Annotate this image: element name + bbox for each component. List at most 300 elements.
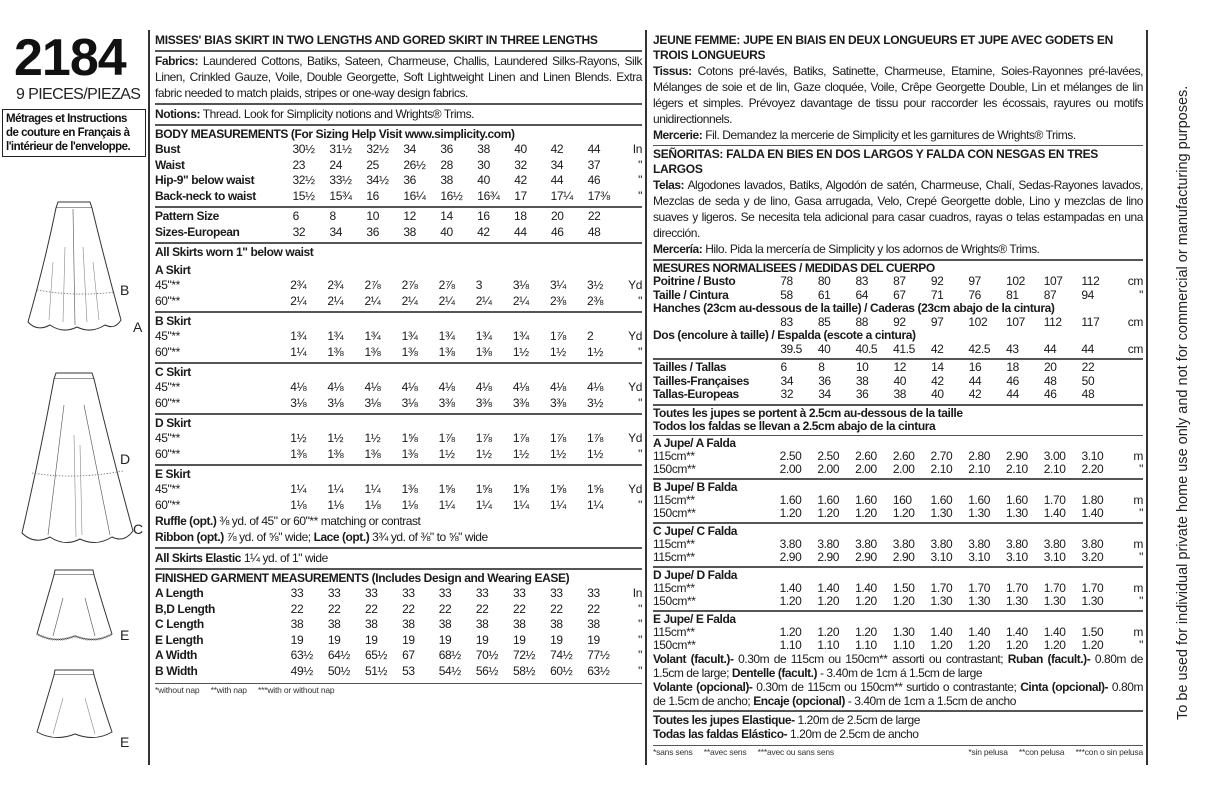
- table-row: [155, 173, 642, 189]
- row-label: 60"**: [155, 497, 180, 512]
- cell-value: 3.80: [968, 536, 991, 551]
- cell-value: 74½: [550, 648, 573, 662]
- column-divider-right: [1146, 30, 1148, 765]
- cell-value: 25: [366, 157, 379, 172]
- cell-value: 1⅜: [401, 446, 418, 461]
- table-row: [653, 316, 1143, 330]
- unit-label: ": [638, 395, 642, 410]
- unit-label: ": [1139, 549, 1143, 564]
- cell-value: 2¾: [327, 278, 344, 292]
- row-label: Taille / Cintura: [653, 287, 729, 302]
- cell-value: 1¼: [290, 344, 307, 359]
- table-row: [155, 380, 642, 396]
- cell-value: 44: [1006, 387, 1019, 401]
- view-letter-b: B: [120, 282, 130, 298]
- cell-value: 2: [587, 329, 594, 343]
- cell-value: 2¼: [364, 293, 381, 308]
- skirt-heading: B Skirt: [155, 314, 191, 328]
- yardage-tables: [155, 263, 642, 513]
- cell-value: 1.20: [1043, 637, 1066, 652]
- cell-value: 3.10: [1043, 549, 1066, 564]
- cell-value: 1¾: [290, 329, 307, 343]
- table-row: [653, 507, 1143, 520]
- cell-value: 19: [290, 632, 304, 647]
- cell-value: 1.20: [855, 505, 877, 520]
- cell-value: 50½: [327, 663, 350, 678]
- dentelle-label: Dentelle (facult.): [731, 665, 818, 680]
- cell-value: 1¼: [549, 497, 566, 512]
- cell-value: 2⅞: [401, 278, 418, 292]
- pattern-number: 2184: [14, 29, 126, 87]
- cell-value: 2.00: [817, 461, 840, 476]
- fabrics-text: Laundered Cottons, Batiks, Sateen, Charmeuse, Challis, Laundered Silks-Rayons, Silk Linen, Crinkled Gauze, Voile, Double Georgette, Soft Lightweight Linen and Linen Blends. Extra fabric needed to match plaids, stripes or one-way design fabrics.: [155, 54, 642, 100]
- cell-value: 1⅜: [327, 344, 344, 359]
- cell-value: 14: [931, 360, 944, 374]
- cell-value: 36: [440, 142, 453, 156]
- footnotes-fr-es: [653, 747, 1143, 757]
- cell-value: 56½: [475, 663, 499, 678]
- cell-value: 1¼: [512, 497, 529, 512]
- cell-value: 1¼: [364, 482, 381, 496]
- cell-value: 34: [818, 387, 831, 401]
- cell-value: 42: [931, 373, 944, 388]
- cell-value: 33½: [329, 173, 352, 187]
- cell-value: 1.20: [779, 593, 802, 608]
- cell-value: 92: [930, 274, 944, 288]
- cell-value: 38: [550, 617, 563, 631]
- cell-value: 22: [587, 601, 600, 616]
- cell-value: 72½: [513, 648, 536, 662]
- cell-value: 46: [550, 224, 564, 239]
- table-row: [653, 343, 1143, 357]
- table-row: [653, 289, 1143, 303]
- unit-label: In: [632, 586, 642, 600]
- cell-value: 36: [366, 224, 379, 239]
- volant-label: Volant (facult.)-: [653, 651, 734, 666]
- view-letter-e: E: [120, 734, 130, 750]
- row-label: C Length: [155, 617, 204, 631]
- english-section: [155, 33, 642, 695]
- cell-value: 1.40: [1043, 624, 1066, 639]
- cell-value: 1⅜: [327, 446, 344, 461]
- cell-value: 1⅜: [475, 344, 492, 359]
- unit-label: ": [638, 648, 642, 662]
- row-label: Poitrine / Busto: [653, 274, 736, 288]
- cell-value: 1.30: [1006, 593, 1028, 608]
- cell-value: 1⅝: [512, 482, 529, 496]
- cell-value: 3¼: [549, 278, 566, 292]
- footnote: **with nap: [210, 685, 247, 695]
- cell-value: 1.70: [1006, 580, 1028, 595]
- table-row: [653, 494, 1143, 507]
- cell-value: 16½: [440, 188, 463, 203]
- row-label: Waist: [155, 157, 185, 172]
- metric-yardage-tables: [653, 437, 1143, 652]
- divider: [155, 124, 642, 126]
- cell-value: 1.60: [817, 492, 840, 507]
- cell-value: 19: [327, 632, 341, 647]
- unit-label: cm: [1127, 314, 1143, 329]
- skirt-heading: D Skirt: [155, 416, 191, 430]
- cell-value: 1⅜: [364, 344, 381, 359]
- cell-value: 23: [292, 157, 306, 172]
- row-label: B,D Length: [155, 601, 215, 616]
- unit-label: cm: [1127, 341, 1143, 356]
- cell-value: 40: [893, 373, 907, 388]
- cell-value: 2⅜: [587, 293, 603, 308]
- lace-label: Lace (opt.): [313, 530, 370, 544]
- telas-label: Telas:: [653, 178, 685, 192]
- row-label: Tailles-Françaises: [653, 373, 749, 388]
- table-row: [155, 142, 642, 158]
- cell-value: 2⅜: [549, 293, 566, 308]
- tissus-label: Tissus:: [653, 64, 692, 78]
- row-label: 45"**: [155, 431, 180, 445]
- cell-value: 1¾: [475, 329, 492, 343]
- cell-value: 63½: [587, 663, 610, 678]
- cell-value: 24: [329, 157, 342, 172]
- cell-value: 1.40: [817, 580, 840, 595]
- cell-value: 58½: [513, 663, 536, 678]
- elastic-fr-label: Toutes les jupes Elastique-: [653, 712, 795, 727]
- cell-value: 19: [550, 632, 563, 647]
- cell-value: 3⅜: [512, 395, 529, 410]
- cell-value: 1¼: [587, 497, 603, 512]
- unit-label: ": [638, 497, 642, 512]
- cell-value: 1⅞: [549, 329, 566, 343]
- finished-measurements-title: FINISHED GARMENT MEASUREMENTS (Includes Design and Wearing EASE): [155, 571, 570, 585]
- cell-value: 2.00: [779, 461, 802, 476]
- cell-value: 33: [438, 586, 452, 600]
- cell-value: 112: [1081, 274, 1100, 288]
- elastic-label: All Skirts Elastic: [155, 551, 241, 565]
- encaje-text: - 3.40m de 1cm a 1.5cm de ancho: [844, 693, 1016, 708]
- volante-paragraph: [653, 680, 1143, 708]
- table-row: [653, 626, 1143, 639]
- cell-value: 37: [587, 157, 601, 172]
- cell-value: 16¾: [477, 188, 500, 203]
- cell-value: 1½: [475, 446, 492, 461]
- unit-label: ": [638, 344, 642, 359]
- back-label: Dos (encolure à taille) / Espalda (escote a cintura): [653, 328, 916, 342]
- cell-value: 1.20: [855, 624, 877, 639]
- body-measurements-table: [155, 142, 642, 204]
- worn-note-es: Todos los faldas se llevan a 2.5cm abajo de la cintura: [653, 418, 936, 433]
- cell-value: 1⅝: [475, 482, 492, 496]
- ruban-label: Ruban (facult.)-: [1007, 651, 1091, 666]
- cell-value: 2.10: [1006, 461, 1028, 476]
- cell-value: 4⅛: [290, 380, 307, 394]
- cell-value: 102: [968, 314, 988, 329]
- cell-value: 38: [587, 617, 600, 631]
- cell-value: 8: [818, 360, 825, 374]
- row-label: E Length: [155, 632, 204, 647]
- cell-value: 2.10: [968, 461, 991, 476]
- dentelle-text: - 3.40m de 1cm á 1.5cm de large: [817, 665, 983, 680]
- cell-value: 15½: [292, 188, 315, 203]
- cell-value: 17⅜: [587, 188, 610, 203]
- skirt-a-b-illustration: [25, 192, 125, 342]
- skirt-heading: A Skirt: [155, 263, 191, 277]
- cell-value: 117: [1081, 314, 1100, 329]
- cell-value: 1.10: [855, 637, 877, 652]
- cell-value: 97: [930, 314, 944, 329]
- cell-value: 1⅝: [438, 482, 455, 496]
- unit-label: ": [638, 617, 642, 631]
- cell-value: 102: [1006, 274, 1025, 288]
- cell-value: 28: [440, 157, 453, 172]
- cell-value: 1⅞: [587, 431, 603, 445]
- cell-value: 1⅜: [438, 344, 455, 359]
- fabrics-label: Fabrics:: [155, 54, 199, 68]
- hips-label-row: [653, 302, 1143, 316]
- cell-value: 54½: [438, 663, 461, 678]
- ruban-text: 0.80m de 1.5cm de large;: [653, 651, 1143, 680]
- cell-value: 3½: [587, 278, 603, 292]
- ruffle-text: ⅜ yd. of 45" or 60"** matching or contrast: [216, 514, 421, 528]
- mercerie-label: Mercerie:: [653, 128, 703, 142]
- cell-value: 1.40: [1081, 505, 1104, 520]
- cell-value: 64½: [327, 648, 350, 662]
- cell-value: 1.20: [892, 593, 915, 608]
- skirt-e-illustration: [35, 666, 115, 746]
- volant-text: 0.30m de 115cm ou 150cm** assorti ou contrastant;: [733, 651, 1008, 666]
- cell-value: 38: [290, 617, 304, 631]
- cell-value: 63½: [290, 648, 313, 662]
- cell-value: 68½: [438, 648, 461, 662]
- unit-label: Yd: [628, 380, 642, 394]
- skirt-yardage-table: [155, 278, 642, 309]
- table-row: [155, 294, 642, 310]
- cell-value: 48: [587, 224, 601, 239]
- cell-value: 30½: [292, 142, 315, 156]
- merceria-paragraph: [653, 241, 1143, 257]
- cell-value: 1.60: [779, 492, 802, 507]
- unit-label: m: [1133, 624, 1143, 639]
- worn-note: All Skirts worn 1" below waist: [155, 245, 314, 259]
- cell-value: 22: [290, 601, 304, 616]
- cinta-text: 0.80m de 1.5cm de ancho;: [653, 679, 1143, 708]
- cell-value: 1.40: [968, 624, 991, 639]
- divider: [155, 683, 642, 684]
- worn-note-fr: Toutes les jupes se portent à 2.5cm au-dessous de la taille: [653, 405, 963, 420]
- cell-value: 1.20: [968, 637, 991, 652]
- cell-value: 1.60: [968, 492, 991, 507]
- skirt-heading: D Jupe/ D Falda: [653, 567, 738, 582]
- cell-value: 22: [438, 601, 452, 616]
- row-label: 45"**: [155, 278, 180, 292]
- cell-value: 22: [475, 601, 489, 616]
- cell-value: 1.20: [779, 505, 802, 520]
- cell-value: 1.70: [1081, 580, 1104, 595]
- cell-value: 19: [475, 632, 489, 647]
- english-title: MISSES' BIAS SKIRT IN TWO LENGTHS AND GORED SKIRT IN THREE LENGTHS: [155, 33, 598, 47]
- fabrics-paragraph: [155, 53, 642, 101]
- cell-value: 40: [817, 341, 831, 356]
- french-instructions-note: Métrages et Instructions de couture en Français à l'intérieur de l'enveloppe.: [2, 109, 146, 157]
- cell-value: 1½: [512, 446, 529, 461]
- cell-value: 1⅛: [290, 497, 307, 512]
- table-row: [155, 278, 642, 294]
- unit-label: cm: [1127, 274, 1143, 288]
- cell-value: 160: [892, 492, 912, 507]
- cell-value: 1.70: [1043, 492, 1066, 507]
- unit-label: ": [638, 446, 642, 461]
- row-label: Pattern Size: [155, 209, 219, 223]
- ruffle-label: Ruffle (opt.): [155, 514, 217, 528]
- skirt-yardage-table: [155, 482, 642, 513]
- cell-value: 3.80: [1043, 536, 1066, 551]
- cell-value: 70½: [475, 648, 499, 662]
- cell-value: 2.80: [968, 448, 991, 463]
- skirt-yardage-table: [653, 626, 1143, 652]
- unit-label: ": [1139, 593, 1143, 608]
- pattern-sizes-table: [155, 209, 642, 240]
- footnote: **avec sens: [703, 746, 747, 757]
- row-label: 115cm**: [653, 448, 695, 463]
- unit-label: [625, 225, 642, 241]
- cell-value: 65½: [364, 648, 388, 662]
- cell-value: 83: [780, 314, 793, 329]
- cell-value: 38: [327, 617, 341, 631]
- cell-value: 78: [780, 274, 793, 288]
- skirt-yardage-table: [653, 450, 1143, 476]
- lace-text: 3¾ yd. of ⅜" to ⅝" wide: [369, 530, 488, 544]
- cell-value: 38: [364, 617, 378, 631]
- cell-value: 2.90: [855, 549, 877, 564]
- cell-value: 81: [1006, 287, 1019, 302]
- row-label: 60"**: [155, 344, 180, 359]
- cell-value: 49½: [290, 663, 313, 678]
- divider: [155, 568, 642, 570]
- cell-value: 1.20: [855, 593, 877, 608]
- table-row: [155, 602, 642, 618]
- cell-value: 2.50: [817, 448, 840, 463]
- cell-value: 77½: [587, 648, 610, 662]
- cell-value: 1½: [549, 344, 566, 359]
- cell-value: 2.20: [1081, 461, 1104, 476]
- table-row: [653, 361, 1143, 375]
- cell-value: 34: [550, 157, 564, 172]
- cell-value: 17¼: [550, 188, 573, 203]
- french-spanish-section: [653, 33, 1143, 757]
- cell-value: 2¼: [438, 293, 455, 308]
- cell-value: 1¼: [290, 482, 307, 496]
- elastic-es-label: Todas las faldas Elástico-: [653, 726, 788, 741]
- cell-value: 20: [1044, 360, 1057, 374]
- cell-value: 42: [550, 142, 564, 156]
- cell-value: 22: [587, 209, 601, 223]
- cell-value: 1.20: [817, 624, 840, 639]
- cell-value: 1.30: [1006, 505, 1028, 520]
- row-label: Tailles / Tallas: [653, 360, 727, 374]
- table-row: [155, 498, 642, 514]
- cell-value: 32½: [292, 173, 315, 187]
- cell-value: 3.10: [968, 549, 991, 564]
- cell-value: 36: [403, 173, 416, 187]
- cell-value: 1⅛: [364, 497, 381, 512]
- cell-value: 3.80: [1081, 536, 1104, 551]
- cell-value: 16¼: [403, 188, 426, 203]
- cell-value: 44: [968, 373, 982, 388]
- footnotes-en: [155, 685, 642, 695]
- cell-value: 1¾: [438, 329, 455, 343]
- elastic-fr-line: [653, 713, 1143, 727]
- cell-value: 1.30: [1081, 593, 1104, 608]
- elastic-es-line: [653, 727, 1143, 741]
- cell-value: 1.70: [968, 580, 991, 595]
- cell-value: 1⅝: [401, 431, 418, 445]
- skirt-heading: C Skirt: [155, 365, 191, 379]
- cell-value: 64: [855, 287, 868, 302]
- cell-value: 2¼: [512, 293, 529, 308]
- cell-value: 3.80: [855, 536, 877, 551]
- unit-label: [625, 209, 642, 225]
- row-label: 60"**: [155, 293, 180, 308]
- table-row: [155, 396, 642, 412]
- skirt-e-ruffle-illustration: [35, 566, 115, 646]
- cell-value: 2.00: [855, 461, 877, 476]
- divider: [653, 710, 1143, 712]
- table-row: [155, 586, 642, 602]
- tissus-text: Cotons pré-lavés, Batiks, Satinette, Charmeuse, Etamine, Soies-Rayonnes pré-lavées, Mélanges de soie et de lin, Gaze cloquée, Voile, Crêpe Georgette Double, Lin et mélanges de lin légers et simples. Prévoyez davantage de tissu pour raccorder les écossais, rayures ou motifs unidirectionnels.: [653, 64, 1143, 126]
- cell-value: 87: [893, 274, 906, 288]
- cell-value: 1⅞: [549, 431, 566, 445]
- unit-label: [1119, 361, 1143, 375]
- cell-value: 53: [402, 663, 415, 678]
- volante-label: Volante (opcional)-: [653, 679, 753, 694]
- cell-value: 87: [1043, 287, 1057, 302]
- table-row: [155, 345, 642, 361]
- cell-value: 2.10: [930, 461, 953, 476]
- cell-value: 46: [1044, 387, 1057, 401]
- cell-value: 58: [780, 287, 793, 302]
- row-label: 60"**: [155, 395, 180, 410]
- cell-value: 48: [1044, 373, 1057, 388]
- cell-value: 2¼: [475, 293, 492, 308]
- divider: [155, 103, 642, 105]
- cell-value: 1.40: [779, 580, 802, 595]
- cell-value: 40: [514, 142, 527, 156]
- row-label: 115cm**: [653, 492, 695, 507]
- telas-text: Algodones lavados, Batiks, Algodón de satén, Charmeuse, Chalí, Sedas-Rayones lavados, Mezclas de seda y de lino, Gasa arrugada, Velo, Crepé Georgette doble, Lino y mezclas de lino suaves y ligeros. Se necesita tela adicional para casar cuadros, rayas o telas estampadas en una dirección.: [653, 178, 1143, 240]
- cell-value: 19: [364, 632, 378, 647]
- cell-value: 1⅞: [512, 431, 529, 445]
- row-label: Tallas-Europeas: [653, 387, 739, 401]
- column-divider-left: [148, 30, 150, 765]
- cell-value: 1⅜: [401, 482, 418, 496]
- cell-value: 3.20: [1081, 549, 1104, 564]
- table-row: [653, 538, 1143, 551]
- cell-value: 1.40: [1043, 505, 1066, 520]
- table-row: [155, 648, 642, 664]
- cell-value: 22: [550, 601, 563, 616]
- row-label: 150cm**: [653, 593, 696, 608]
- cell-value: 2.10: [1043, 461, 1066, 476]
- cell-value: 3.80: [779, 536, 802, 551]
- cell-value: 32: [780, 387, 794, 401]
- divider: [155, 311, 642, 313]
- table-row: [155, 225, 642, 241]
- cell-value: 4⅛: [327, 380, 344, 394]
- cell-value: 1⅜: [401, 344, 418, 359]
- cell-value: 40: [440, 224, 453, 239]
- cell-value: 22: [513, 601, 526, 616]
- cell-value: 50: [1081, 373, 1095, 388]
- usage-disclaimer: To be used for individual private home use only and not for commercial or manufacturing purposes.: [1175, 85, 1191, 720]
- skirt-yardage-table: [653, 494, 1143, 520]
- unit-label: m: [1133, 448, 1143, 463]
